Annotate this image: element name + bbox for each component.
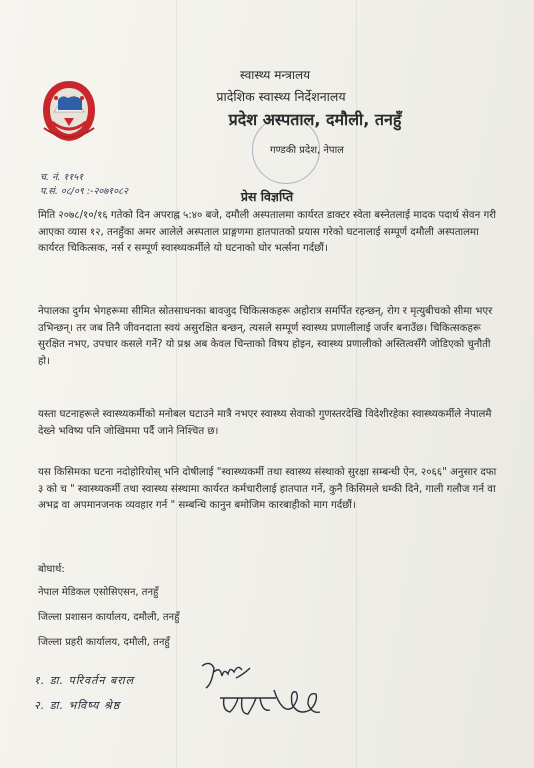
hospital-name: प्रदेश अस्पताल, दमौली, तनहुँ [228,110,402,129]
signatory-name: २. डा. भविष्य श्रेष्ठ [34,699,121,712]
document-title: प्रेस विज्ञप्ति [240,189,294,204]
cc-item: जिल्ला प्रहरी कार्यालय, दमौली, तनहुँ [38,637,170,648]
cc-label: बोधार्थ: [38,564,65,575]
cc-item: नेपाल मेडिकल एसोसिएसन, तनहुँ [38,587,159,598]
paragraph: नेपालका दुर्गम भेगहरूमा सीमित स्रोतसाधनका बावजुद चिकित्सकहरू अहोरात्र समर्पित रहन्छन्, रोग र मृत्युबीचको सीमा भएर उभिन्छन्। तर जब तिनै जीवनदाता स्वयं असुरक्षित बन्छन्, त्यसले सम्पूर्ण स्वास्थ्य प्रणालीलाई जर्जर बनाउँछ। चिकित्सकहरू सुरक्षित नभए, उपचार कसले गर्ने? यो प्रश्न अब केवल चिन्ताको विषय होइन, स्वास्थ्य प्रणालीको अस्तित्वसँगै जोडिएको चुनौती हो। [38,306,493,367]
province-name: गण्डकी प्रदेश, नेपाल [270,145,344,156]
directorate-name: प्रादेशिक स्वास्थ्य निर्देशनालय [216,89,346,104]
chalani-number: च. नं. ११५१ [40,172,84,183]
ministry-name: स्वास्थ्य मन्त्रालय [239,68,311,82]
patra-number: प.सं. ०८/०९ :-२०७१०८२ [40,186,129,197]
paragraph: यस किसिमका घटना नदोहोरियोस् भनि दोषीलाई "स्वास्थ्यकर्मी तथा स्वास्थ्य संस्थाको सुरक्षा सम्बन्धी ऐन, २०६६" अनुसार दफा ३ को च " स्वास्थ्यकर्मी तथा स्वास्थ्य संस्थामा कार्यरत कर्मचारीलाई हातपात गर्ने, कुनै किसिमले धम्की दिने, गाली गलौज गर्न वा अभद्र वा अपमानजनक व्यवहार गर्न " सम्बन्धि कानुन बमोजिम कारबाहीको माग गर्दछौं। [38,467,497,512]
cc-item: जिल्ला प्रशासन कार्यालय, दमौली, तनहुँ [38,612,180,623]
office-stamp-icon [252,116,320,184]
paragraph: यस्ता घटनाहरूले स्वास्थ्यकर्मीको मनोबल घटाउने मात्रै नभएर स्वास्थ्य सेवाको गुणस्तरदेखि विदेशीरहेका स्वास्थ्यकर्मीले नेपालमै देख्ने भविष्य पनि जोखिममा पर्दै जाने निश्चित छ। [38,409,492,437]
paragraph: मिति २०७८/१०/१६ गतेको दिन अपराह्न ५:४० बजे, दमौली अस्पतालमा कार्यरत डाक्टर स्वेता बस्नेतलाई मादक पदार्थ सेवन गरी आएका व्यास १२, तनहुँका अमर आलेले अस्पताल प्राङ्गणमा हातपातको प्रयास गरेको घटनालाई सम्पूर्ण दमौली अस्पतालमा कार्यरत चिकित्सक, नर्स र सम्पूर्ण स्वास्थ्यकर्मीले यो घटनाको घोर भर्त्सना गर्दछौं। [38,210,497,255]
signature-mark [216,684,326,724]
signatory-name: १. डा. परिवर्तन बराल [34,674,135,687]
